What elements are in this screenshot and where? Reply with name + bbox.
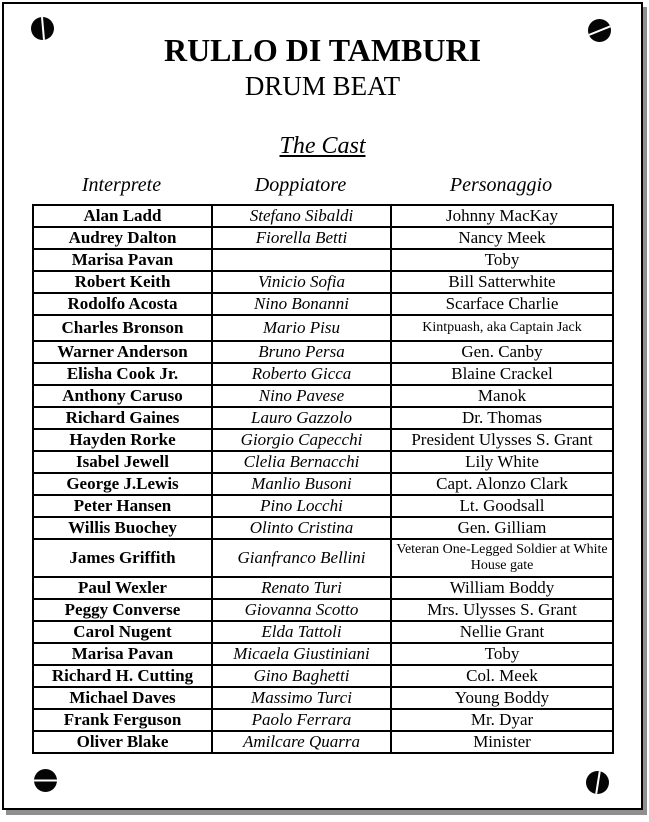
- cast-table: [32, 204, 614, 754]
- column-header-doppiatore: Doppiatore: [254, 174, 347, 197]
- table-row: [33, 385, 613, 407]
- character-cell: Johnny MacKay: [391, 205, 613, 227]
- character-cell: Dr. Thomas: [391, 407, 613, 429]
- screw-slot: [588, 24, 611, 37]
- character-cell: Blaine Crackel: [391, 363, 613, 385]
- dubber-cell: Micaela Giustiniani: [212, 643, 391, 665]
- actor-cell: Michael Daves: [33, 687, 212, 709]
- character-cell: Mrs. Ulysses S. Grant: [391, 599, 613, 621]
- character-cell: Veteran One-Legged Soldier at White House gate: [391, 539, 613, 577]
- actor-cell: Frank Ferguson: [33, 709, 212, 731]
- actor-cell: James Griffith: [33, 539, 212, 577]
- character-cell: Toby: [391, 643, 613, 665]
- actor-cell: George J.Lewis: [33, 473, 212, 495]
- table-row: [33, 315, 613, 341]
- cast-table-body: [33, 205, 613, 753]
- character-cell: Scarface Charlie: [391, 293, 613, 315]
- dubber-cell: Olinto Cristina: [212, 517, 391, 539]
- actor-cell: Alan Ladd: [33, 205, 212, 227]
- table-row: [33, 341, 613, 363]
- actor-cell: Isabel Jewell: [33, 451, 212, 473]
- dubber-cell: Giovanna Scotto: [212, 599, 391, 621]
- actor-cell: Peggy Converse: [33, 599, 212, 621]
- character-cell: William Boddy: [391, 577, 613, 599]
- table-row: [33, 577, 613, 599]
- table-row: [33, 599, 613, 621]
- table-row: [33, 205, 613, 227]
- dubber-cell: Stefano Sibaldi: [212, 205, 391, 227]
- table-row: [33, 665, 613, 687]
- dubber-cell: Paolo Ferrara: [212, 709, 391, 731]
- character-cell: Toby: [391, 249, 613, 271]
- dubber-cell: Vinicio Sofia: [212, 271, 391, 293]
- table-row: [33, 621, 613, 643]
- dubber-cell: Fiorella Betti: [212, 227, 391, 249]
- column-header-personaggio: Personaggio: [449, 174, 553, 197]
- character-cell: Lily White: [391, 451, 613, 473]
- table-row: [33, 227, 613, 249]
- character-cell: Gen. Canby: [391, 341, 613, 363]
- dubber-cell: Giorgio Capecchi: [212, 429, 391, 451]
- character-cell: Mr. Dyar: [391, 709, 613, 731]
- table-row: [33, 363, 613, 385]
- section-heading-row: [4, 134, 641, 159]
- actor-cell: Richard Gaines: [33, 407, 212, 429]
- document-page: [2, 2, 643, 810]
- table-row: [33, 495, 613, 517]
- actor-cell: Oliver Blake: [33, 731, 212, 753]
- table-row: [33, 271, 613, 293]
- screw-slot: [40, 17, 45, 40]
- actor-cell: Marisa Pavan: [33, 643, 212, 665]
- dubber-cell: Gino Baghetti: [212, 665, 391, 687]
- actor-cell: Warner Anderson: [33, 341, 212, 363]
- character-cell: Minister: [391, 731, 613, 753]
- actor-cell: Robert Keith: [33, 271, 212, 293]
- screw-pin-icon-top-left: [31, 17, 54, 40]
- actor-cell: Anthony Caruso: [33, 385, 212, 407]
- dubber-cell: Lauro Gazzolo: [212, 407, 391, 429]
- column-headers: [32, 174, 612, 196]
- character-cell: President Ulysses S. Grant: [391, 429, 613, 451]
- screw-pin-icon-top-right: [588, 19, 611, 42]
- page-title: RULLO DI TAMBURI: [163, 32, 482, 68]
- character-cell: Col. Meek: [391, 665, 613, 687]
- dubber-cell: [212, 249, 391, 271]
- character-cell: Bill Satterwhite: [391, 271, 613, 293]
- character-cell: Capt. Alonzo Clark: [391, 473, 613, 495]
- table-row: [33, 731, 613, 753]
- actor-cell: Peter Hansen: [33, 495, 212, 517]
- dubber-cell: Roberto Gicca: [212, 363, 391, 385]
- actor-cell: Elisha Cook Jr.: [33, 363, 212, 385]
- character-cell: Lt. Goodsall: [391, 495, 613, 517]
- table-row: [33, 451, 613, 473]
- table-row: [33, 643, 613, 665]
- dubber-cell: Pino Locchi: [212, 495, 391, 517]
- screw-pin-icon-bottom-right: [586, 771, 609, 794]
- dubber-cell: Massimo Turci: [212, 687, 391, 709]
- table-row: [33, 407, 613, 429]
- dubber-cell: Renato Turi: [212, 577, 391, 599]
- character-cell: Young Boddy: [391, 687, 613, 709]
- character-cell: Gen. Gilliam: [391, 517, 613, 539]
- column-header-interprete: Interprete: [81, 174, 162, 197]
- actor-cell: Richard H. Cutting: [33, 665, 212, 687]
- dubber-cell: Elda Tattoli: [212, 621, 391, 643]
- dubber-cell: Mario Pisu: [212, 315, 391, 341]
- page-subtitle: DRUM BEAT: [244, 70, 401, 101]
- character-cell: Kintpuash, aka Captain Jack: [391, 315, 613, 341]
- actor-cell: Rodolfo Acosta: [33, 293, 212, 315]
- actor-cell: Willis Buochey: [33, 517, 212, 539]
- dubber-cell: Gianfranco Bellini: [212, 539, 391, 577]
- table-row: [33, 539, 613, 577]
- actor-cell: Paul Wexler: [33, 577, 212, 599]
- actor-cell: Carol Nugent: [33, 621, 212, 643]
- screw-slot: [594, 771, 601, 794]
- table-row: [33, 293, 613, 315]
- actor-cell: Marisa Pavan: [33, 249, 212, 271]
- actor-cell: Hayden Rorke: [33, 429, 212, 451]
- dubber-cell: Manlio Busoni: [212, 473, 391, 495]
- dubber-cell: Nino Bonanni: [212, 293, 391, 315]
- table-row: [33, 473, 613, 495]
- table-row: [33, 429, 613, 451]
- dubber-cell: Amilcare Quarra: [212, 731, 391, 753]
- table-row: [33, 249, 613, 271]
- character-cell: Manok: [391, 385, 613, 407]
- dubber-cell: Bruno Persa: [212, 341, 391, 363]
- screw-slot: [34, 780, 57, 782]
- dubber-cell: Nino Pavese: [212, 385, 391, 407]
- section-heading: The Cast: [279, 132, 366, 159]
- table-row: [33, 709, 613, 731]
- character-cell: Nancy Meek: [391, 227, 613, 249]
- actor-cell: Audrey Dalton: [33, 227, 212, 249]
- table-row: [33, 687, 613, 709]
- dubber-cell: Clelia Bernacchi: [212, 451, 391, 473]
- table-row: [33, 517, 613, 539]
- character-cell: Nellie Grant: [391, 621, 613, 643]
- screw-pin-icon-bottom-left: [34, 769, 57, 792]
- actor-cell: Charles Bronson: [33, 315, 212, 341]
